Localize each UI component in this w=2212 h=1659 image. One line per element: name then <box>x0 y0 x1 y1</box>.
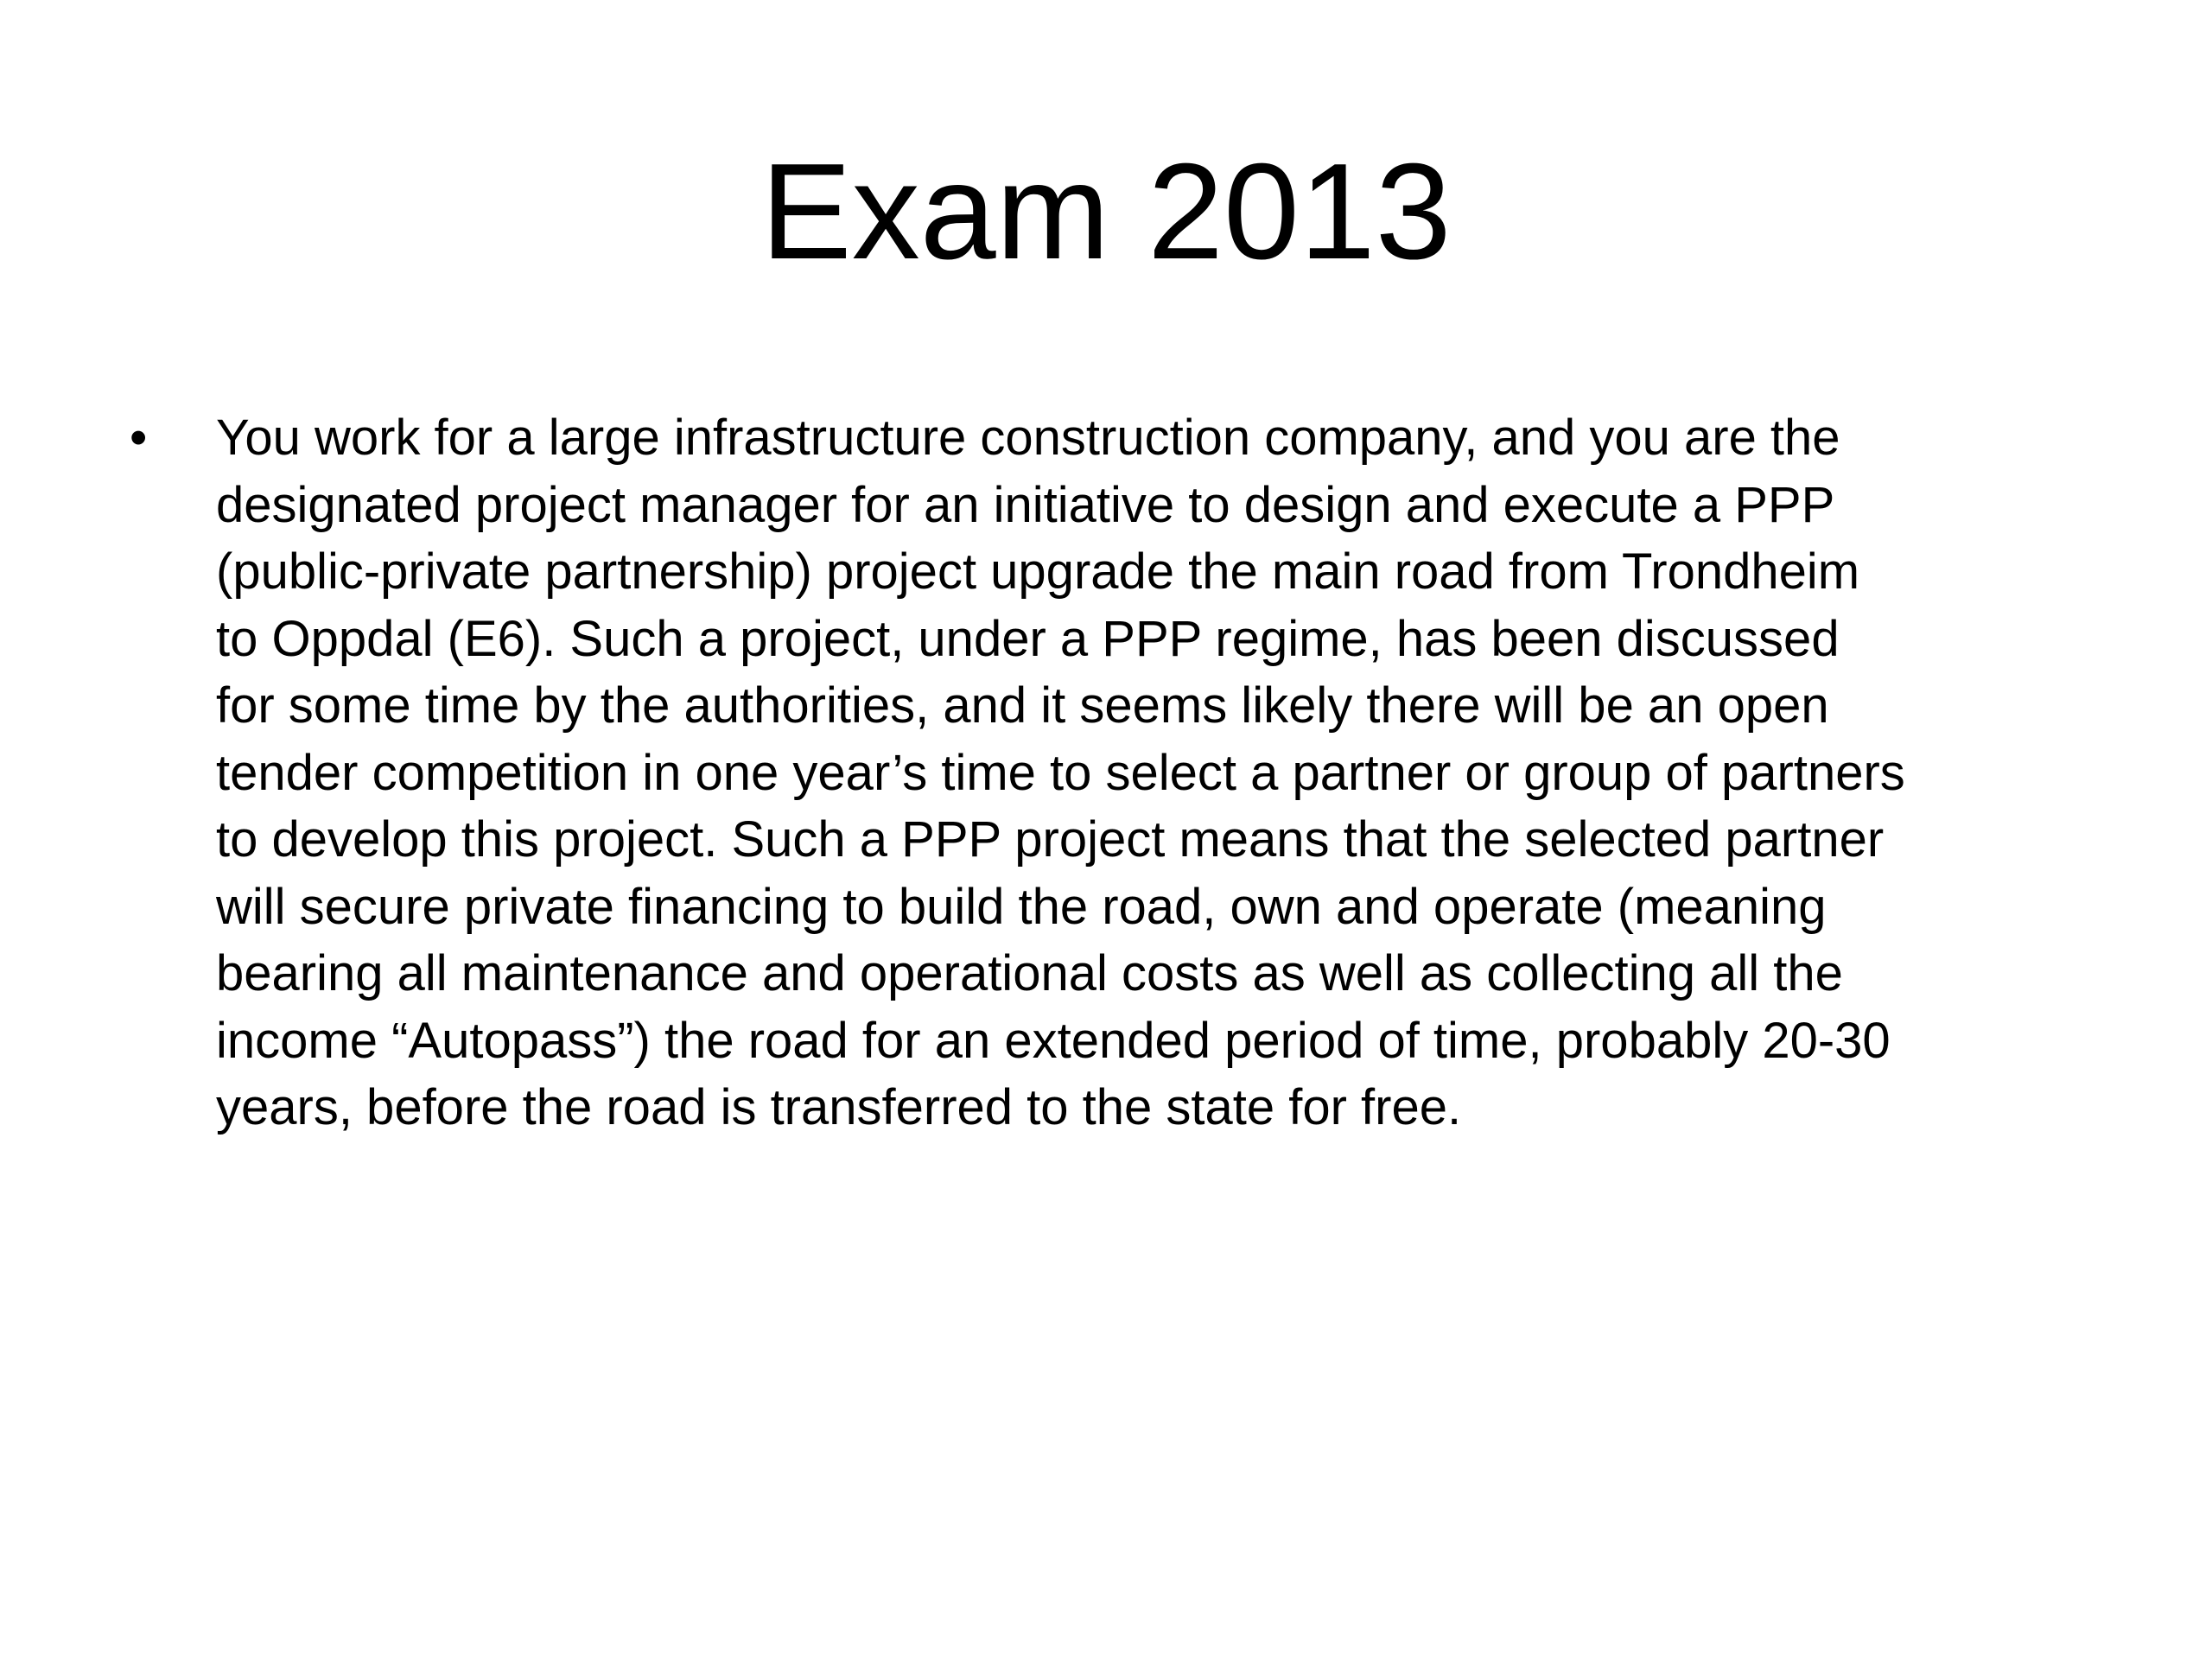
bullet-dot-icon: • <box>130 410 148 466</box>
paragraph-line: bearing all maintenance and operational costs as well as collecting all the <box>216 945 1843 1001</box>
paragraph-line: designated project manager for an initiative to design and execute a PPP <box>216 476 1835 533</box>
paragraph-line: tender competition in one year’s time to select a partner or group of partners <box>216 744 1905 801</box>
paragraph-line: years, before the road is transferred to the state for free. <box>216 1079 1462 1135</box>
paragraph-line: for some time by the authorities, and it seems likely there will be an open <box>216 677 1829 734</box>
paragraph-line: will secure private financing to build the road, own and operate (meaning <box>216 878 1827 935</box>
paragraph-line: (public-private partnership) project upgrade the main road from Trondheim <box>216 543 1860 600</box>
bullet-item <box>130 404 2117 1141</box>
paragraph-line: income “Autopass”) the road for an extended period of time, probably 20-30 <box>216 1012 1891 1069</box>
slide-title: Exam 2013 <box>760 136 1452 288</box>
paragraph-line: to develop this project. Such a PPP project means that the selected partner <box>216 811 1885 868</box>
bullet-paragraph <box>216 404 2117 1141</box>
paragraph-line: to Oppdal (E6). Such a project, under a PPP regime, has been discussed <box>216 610 1840 667</box>
bullet-list <box>130 404 2117 1141</box>
paragraph-line: You work for a large infrastructure construction company, and you are the <box>216 410 1840 466</box>
